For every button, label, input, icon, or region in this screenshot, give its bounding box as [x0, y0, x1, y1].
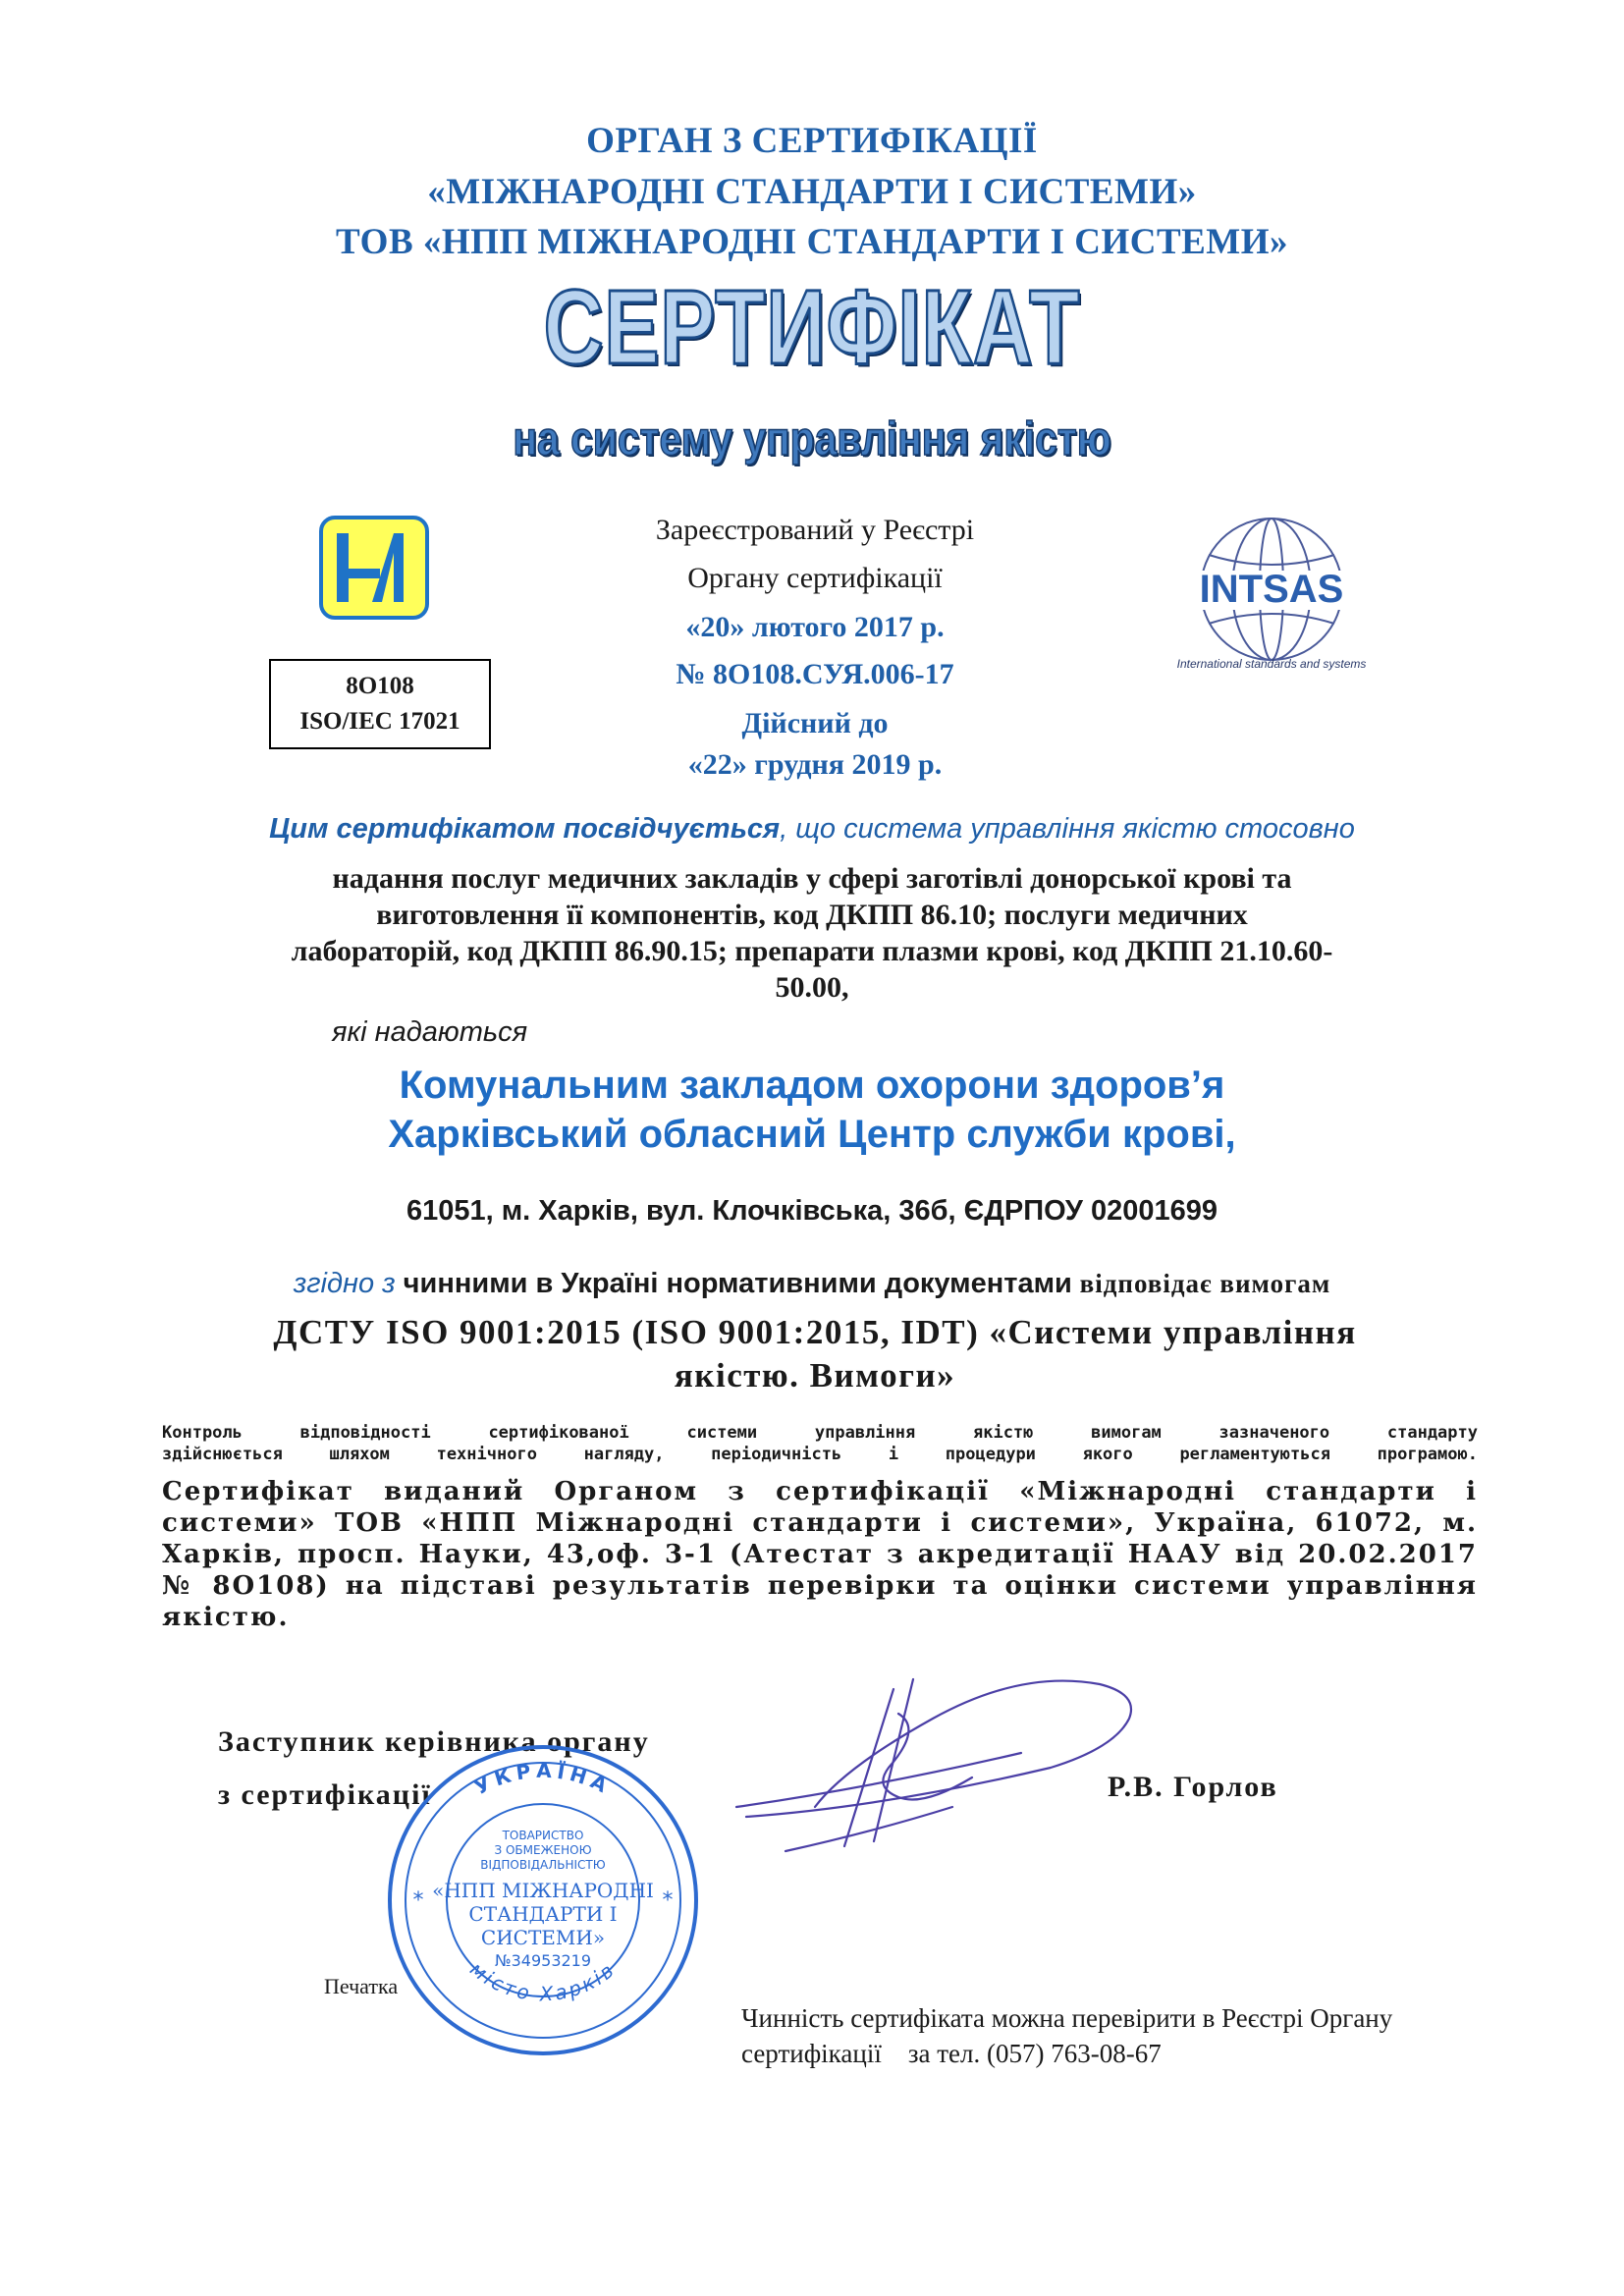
verification-line2: сертифікації за тел. (057) 763-08-67 — [741, 2039, 1162, 2068]
seal-city: місто Харків — [465, 1956, 621, 2006]
seal-inner-line2: З ОБМЕЖЕНОЮ — [494, 1843, 592, 1857]
standard-line2: якістю. Вимоги» — [674, 1356, 956, 1394]
handwritten-signature — [727, 1660, 1139, 1866]
registry-date: «20» лютого 2017 р. — [685, 611, 945, 643]
standard-line1: ДСТУ ISO 9001:2015 (ISO 9001:2015, IDT) «Системи управління — [273, 1313, 1357, 1351]
scope-of-services — [216, 860, 1408, 1006]
svg-text:*: * — [662, 1888, 674, 1913]
surveillance-line1: Контроль відповідності сертифікованої системи управління якістю вимогам зазначеного стандарту — [162, 1423, 1478, 1443]
scope-line: виготовлення її компонентів, код ДКПП 86.10; послуги медичних — [376, 899, 1248, 931]
issuer-header-line2: «МІЖНАРОДНІ СТАНДАРТИ І СИСТЕМИ» — [427, 172, 1197, 212]
registry-line1: Зареєстрований у Реєстрі — [655, 514, 975, 546]
organization-name-line1: Комунальним закладом охорони здоров’я — [399, 1064, 1225, 1107]
surveillance-note — [162, 1422, 1478, 1465]
organization-address: 61051, м. Харків, вул. Клочківська, 36б, ЄДРПОУ 02001699 — [406, 1195, 1218, 1227]
seal-name-line1: «НПП МІЖНАРОДНІ — [432, 1879, 654, 1902]
svg-text:*: * — [412, 1888, 424, 1913]
compliance-rest: відповідає вимогам — [1071, 1269, 1331, 1298]
accreditation-code: 8О108 — [346, 673, 414, 699]
scope-line: 50.00, — [775, 971, 849, 1004]
organization-seal — [381, 1738, 705, 2062]
seal-name-line3: СИСТЕМИ» — [480, 1926, 606, 1949]
registry-line2: Органу сертифікації — [687, 562, 943, 594]
accreditation-standard: ISO/IEC 17021 — [299, 708, 460, 735]
ha-mark-icon — [323, 519, 425, 616]
standard-reference — [177, 1311, 1453, 1397]
verification-note — [741, 2000, 1392, 2071]
signatory-role-line1: Заступник керівника органу — [218, 1725, 650, 1758]
provided-by-label: які надаються — [332, 1016, 528, 1048]
registry-number: № 8О108.СУЯ.006-17 — [676, 658, 954, 690]
intsas-logo-text: INTSAS — [1199, 568, 1344, 611]
seal-inner-line3: ВІДПОВІДАЛЬНІСТЮ — [480, 1858, 606, 1872]
valid-until-date: «22» грудня 2019 р. — [687, 748, 943, 781]
verification-line1: Чинність сертифіката можна перевірити в Реєстрі Органу — [741, 2003, 1393, 2033]
seal-country: УКРАЇНА — [470, 1758, 616, 1800]
certify-intro-bold: Цим сертифікатом посвідчується — [269, 813, 781, 845]
certificate-subtitle: на систему управління якістю — [513, 413, 1111, 465]
stamp-label: Печатка — [324, 1974, 399, 1998]
issued-by-paragraph: Сертифікат виданий Органом з сертифікації «Міжнародні стандарти і системи» ТОВ «НПП Міжнародні стандарти і системи», Україна, 61072, м. Харків, просп. Науки, 43,оф. 3-1 (Атестат з акредитації НААУ від 20.02.2017 № 8О108) на підставі результатів перевірки та оцінки системи управління якістю. — [162, 1477, 1478, 1632]
issuer-header-line1: ОРГАН З СЕРТИФІКАЦІЇ — [586, 121, 1038, 161]
seal-inner-line1: ТОВАРИСТВО — [502, 1829, 584, 1842]
compliance-bold: чинними в Україні нормативними документами — [403, 1268, 1072, 1299]
organization-name — [0, 1061, 1624, 1159]
accreditation-logo — [319, 516, 429, 620]
intsas-logo — [1154, 506, 1389, 673]
certify-intro — [0, 813, 1624, 846]
svg-text:УКРАЇНА — [470, 1759, 615, 1800]
issuer-header-line3: ТОВ «НПП МІЖНАРОДНІ СТАНДАРТИ І СИСТЕМИ» — [335, 222, 1289, 262]
signatory-role-line2: з сертифікації — [218, 1778, 432, 1811]
certify-intro-rest: , що система управління якістю стосовно — [780, 813, 1355, 845]
compliance-italic: згідно з — [293, 1268, 404, 1299]
compliance-statement — [0, 1268, 1624, 1300]
scope-line: надання послуг медичних закладів у сфері заготівлі донорської крові та — [332, 862, 1292, 895]
certificate-title: СЕРТИФІКАТ — [543, 267, 1081, 386]
seal-name-line2: СТАНДАРТИ І — [468, 1902, 618, 1926]
organization-name-line2: Харківський обласний Центр служби крові, — [388, 1113, 1236, 1156]
scope-line: лабораторій, код ДКПП 86.90.15; препарати плазми крові, код ДКПП 21.10.60- — [291, 935, 1333, 967]
surveillance-line2: здійснюється шляхом технічного нагляду, періодичність і процедури якого регламентуються програмою. — [162, 1445, 1478, 1464]
seal-number: №34953219 — [494, 1951, 592, 1970]
valid-until-label: Дійсний до — [741, 707, 889, 739]
intsas-caption: International standards and systems — [1176, 657, 1367, 671]
signatory-name: Р.В. Горлов — [1108, 1771, 1278, 1803]
accreditation-box — [269, 659, 491, 749]
